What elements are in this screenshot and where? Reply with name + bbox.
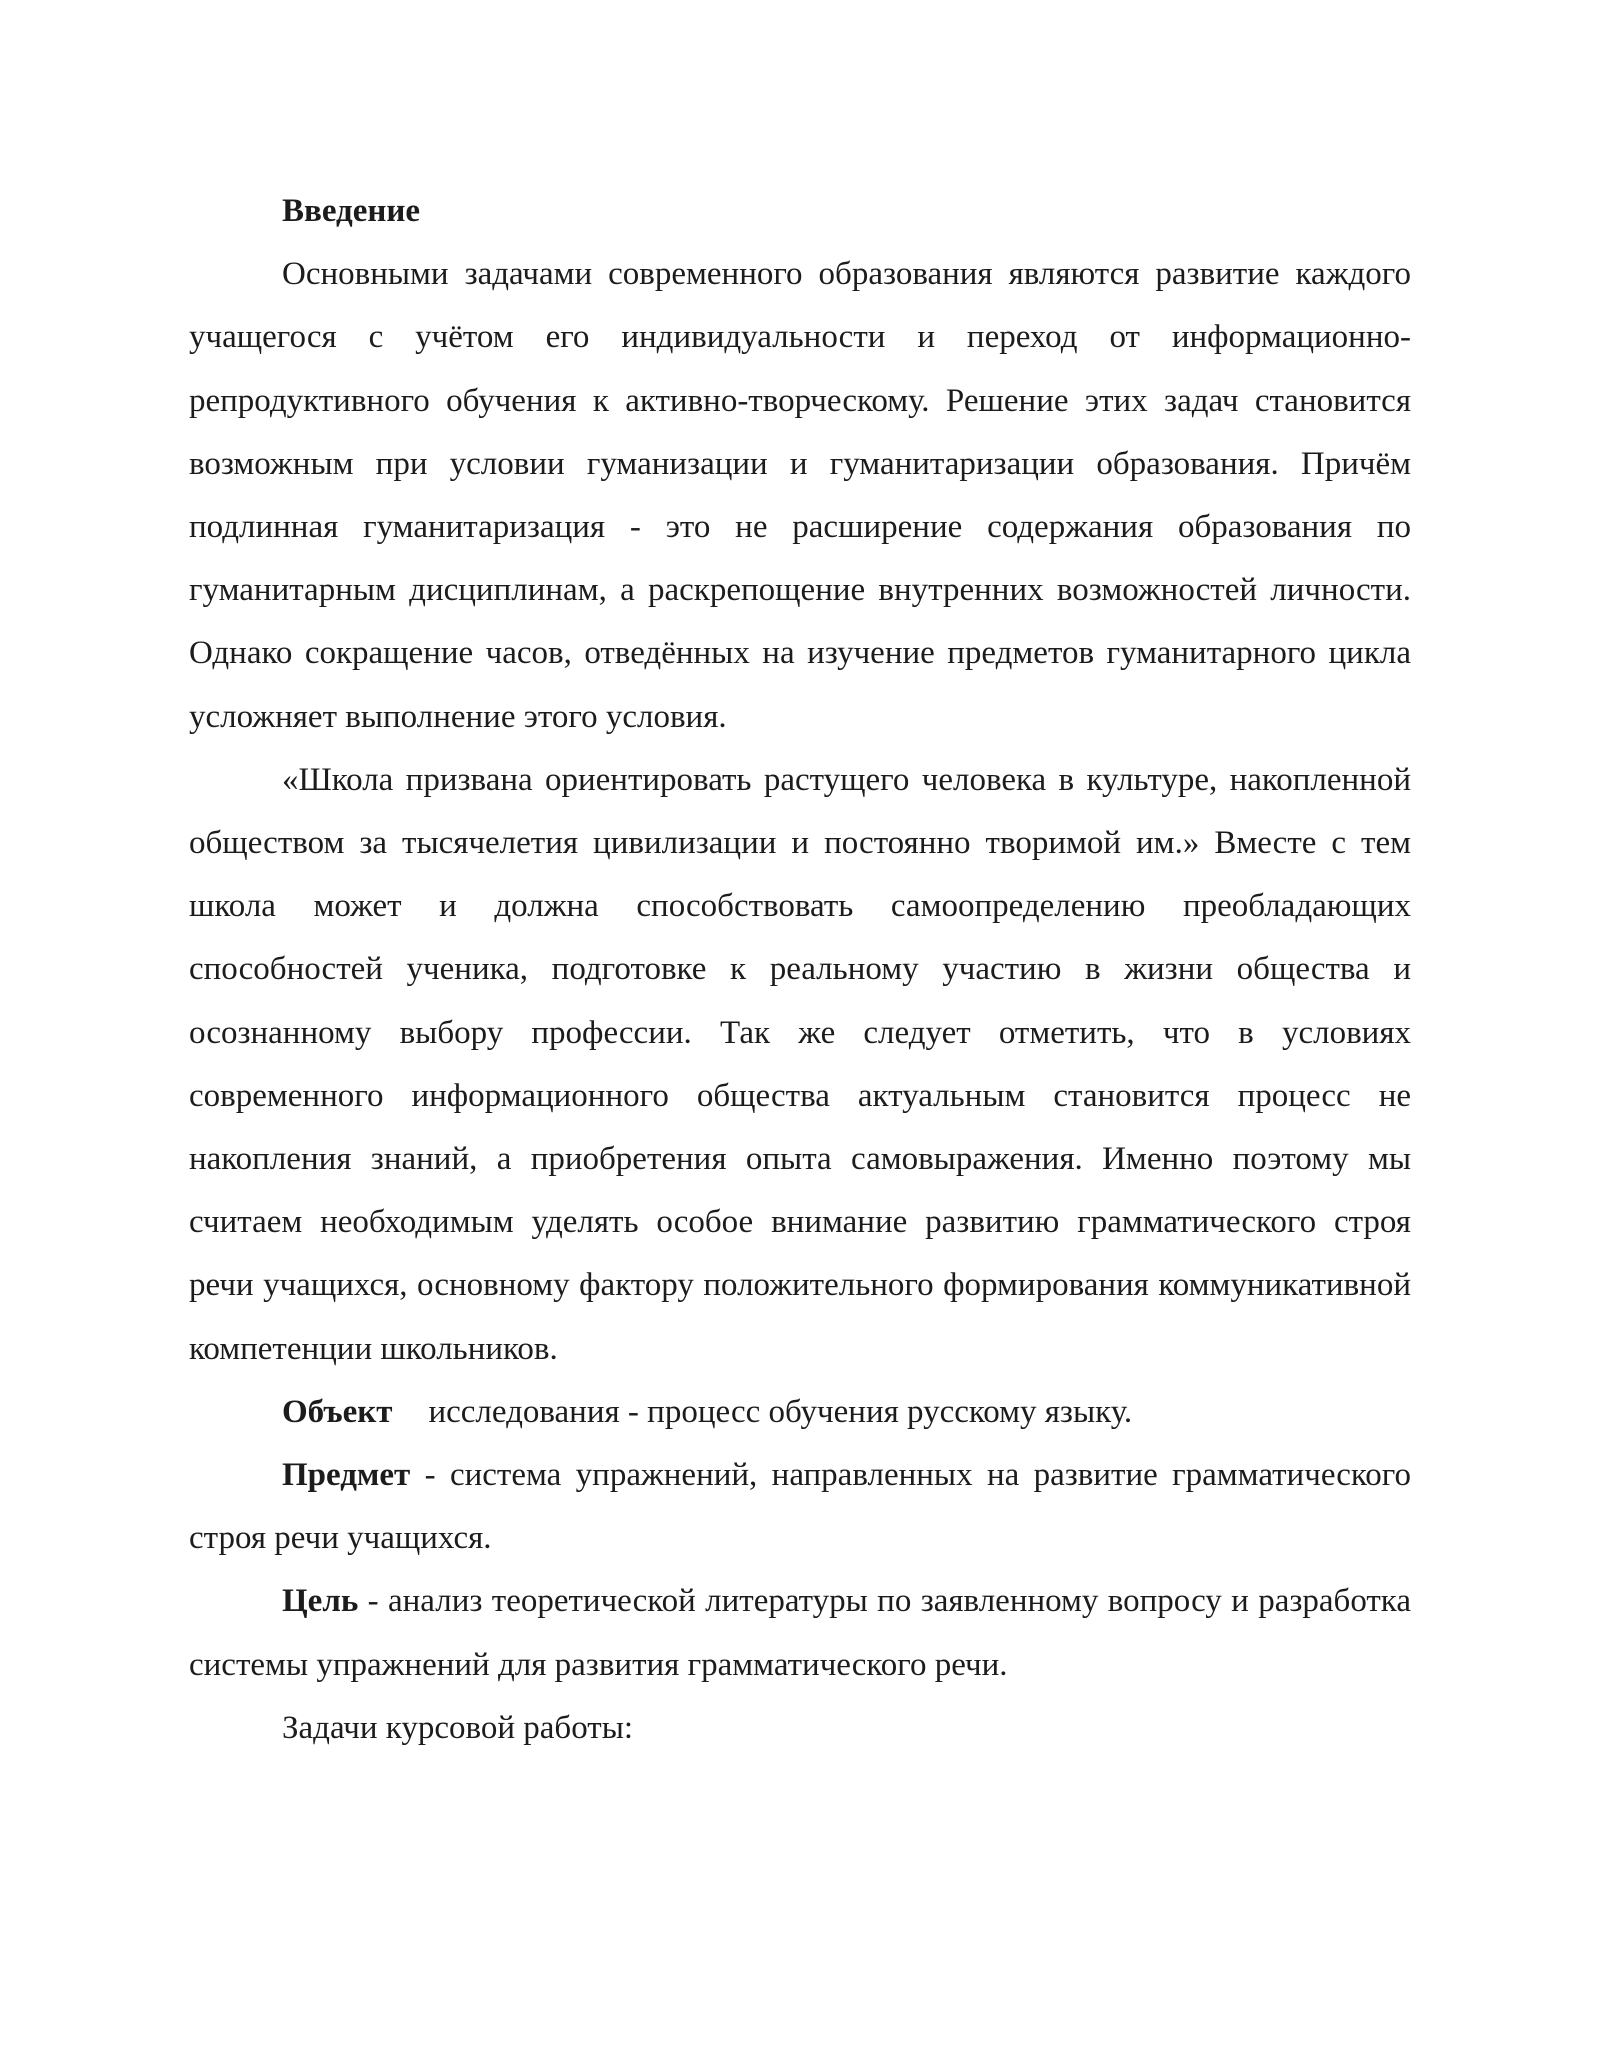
goal-label: Цель (282, 1583, 359, 1620)
paragraph-subject (189, 1444, 1411, 1570)
object-text: исследования - процесс обучения русскому языку. (428, 1393, 1133, 1430)
subject-text: - система упражнений, направленных на развитие грамматического строя речи учащихся. (189, 1457, 1411, 1557)
document-body (189, 180, 1411, 1760)
section-heading: Введение (282, 193, 421, 229)
paragraph-goal (189, 1570, 1411, 1696)
paragraph-tasks-heading: Задачи курсовой работы: (282, 1709, 634, 1746)
object-label: Объект (282, 1393, 393, 1430)
subject-label: Предмет (282, 1457, 411, 1494)
paragraph-school: «Школа призвана ориентировать растущего человека в культуре, накопленной обществом за тысячелетия цивилизации и постоянно творимой им.» Вместе с тем школа может и должна способствовать самоопределению преобладающих способностей ученика, подготовке к реальному участию в жизни общества и осознанному выбору профессии. Так же следует отметить, что в условиях современного информационного общества актуальным становится процесс не накопления знаний, а приобретения опыта самовыражения. Именно поэтому мы считаем необходимым уделять особое внимание развитию грамматического строя речи учащихся, основному фактору положительного формирования коммуникативной компетенции школьников. (189, 761, 1411, 1367)
goal-text: - анализ теоретической литературы по заявленному вопросу и разработка системы упражнений для развития грамматического речи. (189, 1583, 1411, 1683)
paragraph-object (189, 1381, 1411, 1444)
paragraph-intro: Основными задачами современного образования являются развитие каждого учащегося с учётом его индивидуальности и переход от информационно-репродуктивного обучения к активно-творческому. Решение этих задач становится возможным при условии гуманизации и гуманитаризации образования. Причём подлинная гуманитаризация - это не расширение содержания образования по гуманитарным дисциплинам, а раскрепощение внутренних возможностей личности. Однако сокращение часов, отведённых на изучение предметов гуманитарного цикла усложняет выполнение этого условия. (189, 256, 1411, 735)
